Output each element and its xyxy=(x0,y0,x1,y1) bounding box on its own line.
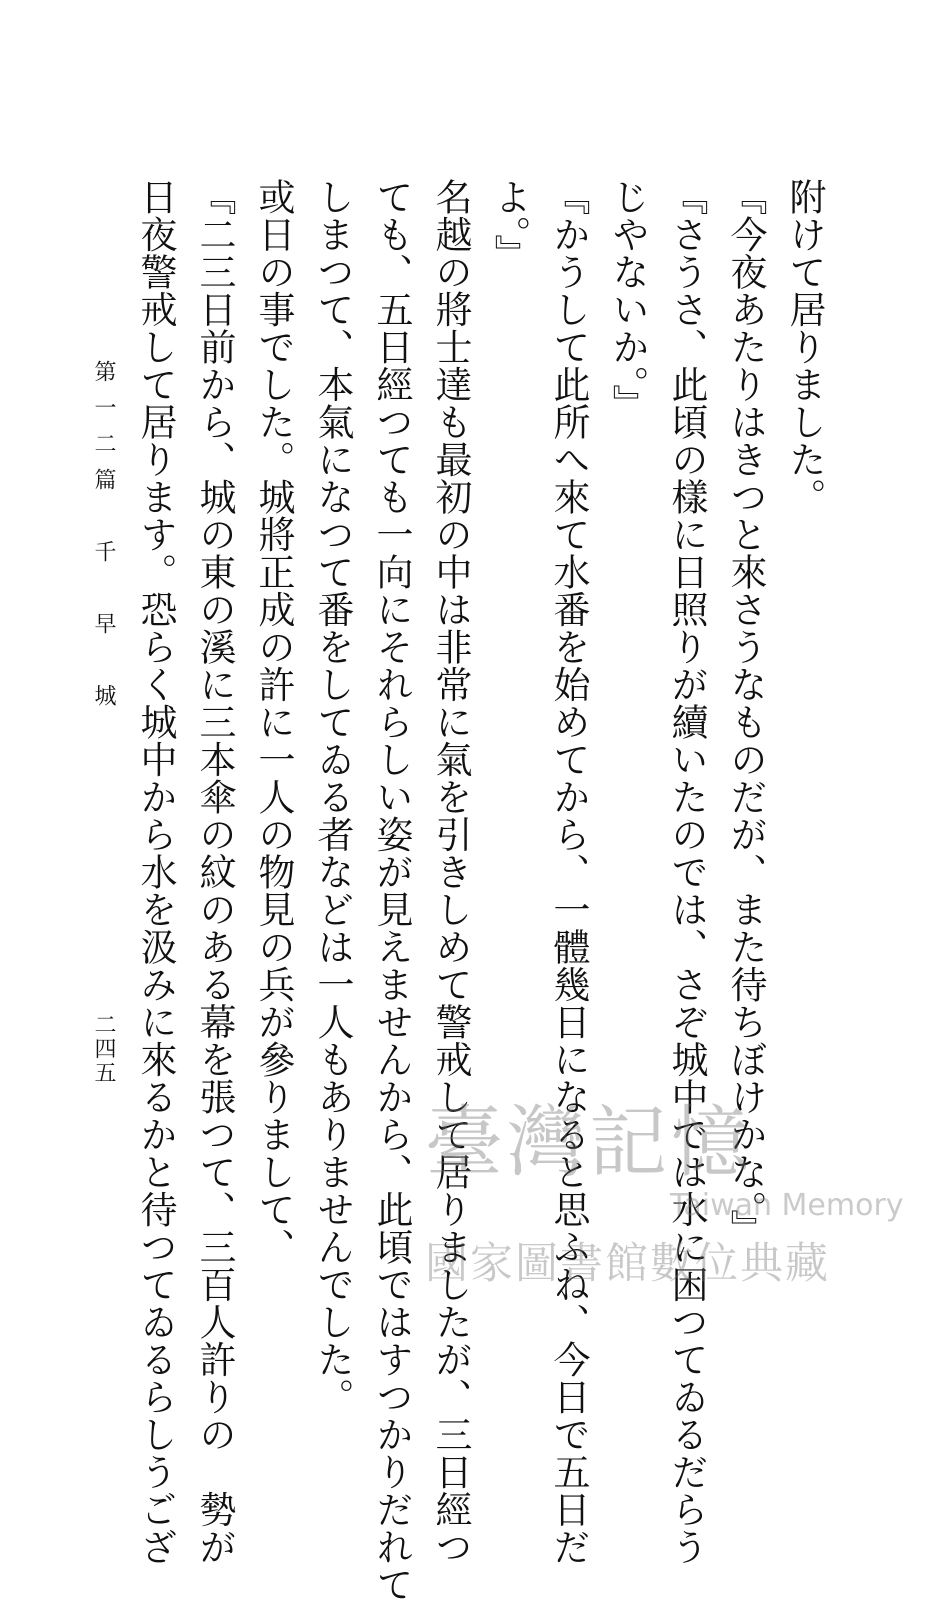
text-line: 『今夜あたりはきつと來さうなものだが、また待ちぼけかな。』 xyxy=(724,178,767,1247)
text-line: 或日の事でした。城將正成の許に一人の物見の兵が參りまして、 xyxy=(252,178,295,1266)
text-line: 『二三日前から、城の東の溪に三本傘の紋のある幕を張つて、三百人許りの 勢が xyxy=(193,178,236,1566)
watermark-logo-english: Taiwan Memory xyxy=(670,1188,904,1223)
vertical-text-body xyxy=(126,178,834,1603)
text-line: 『かうして此所へ來て水番を始めてから、一體幾日になると思ふね、今日で五日だ xyxy=(547,178,590,1566)
text-line: 名越の將士達も最初の中は非常に氣を引きしめて警戒して居りましたが、三日經つ xyxy=(429,178,472,1566)
text-line: 『さうさ、此頃の樣に日照りが續いたのでは、さぞ城中では水に困つてゐるだらう xyxy=(665,178,708,1566)
watermark-logo-chinese: 臺灣記憶 xyxy=(425,1098,754,1188)
watermark-organization: 國家圖書館數位典藏 xyxy=(425,1239,830,1289)
text-line: しまつて、本氣になつて番をしてゐる者などは一人もありませんでした。 xyxy=(311,178,354,1416)
running-footer-title: 第一二篇 千 早 城 xyxy=(91,360,116,720)
text-line: じやないか。』 xyxy=(606,178,649,422)
text-line: ても、五日經つても一向にそれらしい姿が見えませんから、此頃ではすつかりだれて xyxy=(370,178,413,1603)
text-line: 附けて居りました。 xyxy=(783,178,826,516)
page-number: 二四五 xyxy=(91,1013,116,1085)
text-line: 日夜警戒して居ります。恐らく城中から水を汲みに來るかと待つてゐるらしうござ xyxy=(134,178,177,1566)
text-line: よ。』 xyxy=(488,178,531,272)
